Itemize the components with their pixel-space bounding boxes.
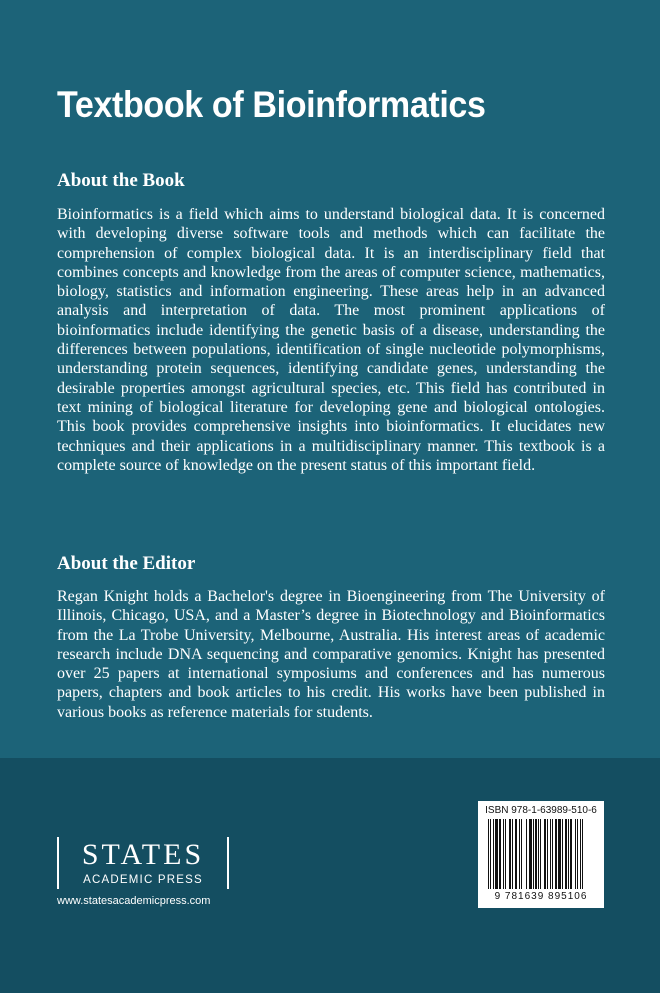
barcode-bar <box>562 819 563 889</box>
logo-right-rule <box>227 837 229 889</box>
barcode-bar <box>558 819 561 889</box>
barcode-bar <box>533 819 534 889</box>
barcode-bar <box>503 819 504 889</box>
barcode-bar <box>529 819 532 889</box>
barcode-bar <box>515 819 517 889</box>
publisher-logo <box>57 837 229 889</box>
barcode-bars <box>486 819 596 891</box>
about-editor-heading: About the Editor <box>57 553 196 574</box>
barcode-bar <box>544 819 546 889</box>
barcode-bar <box>488 819 489 889</box>
barcode-bar <box>540 819 541 889</box>
barcode-bar <box>577 819 578 889</box>
barcode-bar <box>505 819 506 889</box>
about-book-heading: About the Book <box>57 170 185 191</box>
barcode-bar <box>490 819 491 889</box>
barcode-bar <box>535 819 537 889</box>
barcode-bar <box>519 819 520 889</box>
barcode-bar <box>568 819 569 889</box>
barcode-bar <box>570 819 572 889</box>
about-book-text: Bioinformatics is a field which aims to understand biological data. It is concerned with developing diverse software tools and methods which can facilitate the comprehension of complex biological data. It is an interdisciplinary field that combines concepts and knowledge from the areas of computer science, mathematics, biology, statistics and information engineering. These areas help in an advanced analysis and interpretation of data. The most prominent applications of bioinformatics include identifying the genetic basis of a disease, understanding the differences between populations, identification of single nucleotide polymorphisms, understanding protein sequences, identifying candidate genes, understanding the desirable properties amongst agricultural species, etc. This field has contributed in text mining of biological literature for developing gene and biological ontologies. This book provides comprehensive insights into bioinformatics. It elucidates new techniques and their applications in a multidisciplinary manner. This textbook is a complete source of knowledge on the present status of this important field. <box>57 206 605 474</box>
barcode-bar <box>550 819 551 889</box>
book-title: Textbook of Bioinformatics <box>57 84 486 125</box>
publisher-name: STATES <box>81 838 205 871</box>
barcode-bar <box>493 819 494 889</box>
barcode-bar <box>512 819 513 889</box>
barcode-bar <box>580 819 581 889</box>
barcode-bar <box>565 819 567 889</box>
barcode-bar <box>555 819 557 889</box>
barcode-bar <box>582 819 583 889</box>
barcode-bar <box>509 819 511 889</box>
barcode-bar <box>521 819 522 889</box>
barcode-bar <box>575 819 576 889</box>
barcode-bar <box>495 819 498 889</box>
publisher-website: www.statesacademicpress.com <box>57 895 211 907</box>
barcode-bar <box>547 819 548 889</box>
barcode-bar <box>499 819 501 889</box>
publisher-subtitle: ACADEMIC PRESS <box>83 874 203 886</box>
isbn-label: ISBN 978-1-63989-510-6 <box>485 805 597 816</box>
barcode-bar <box>552 819 553 889</box>
about-editor-text: Regan Knight holds a Bachelor's degree in Bioengineering from The University of Illinois, Chicago, USA, and a Master’s degree in Biotechnology and Bioinformatics from the La Trobe University, Melbourne, Australia. His interest areas of academic research include DNA sequencing and comparative genomics. Knight has presented over 25 papers at international symposiums and conferences and has numerous papers, chapters and book articles to his credit. His works have been published in various books as reference materials for students. <box>57 588 605 721</box>
barcode-bar <box>538 819 539 889</box>
barcode-bar <box>526 819 527 889</box>
barcode-digits: 9 781639 895106 <box>494 891 588 902</box>
isbn-barcode <box>478 801 604 908</box>
